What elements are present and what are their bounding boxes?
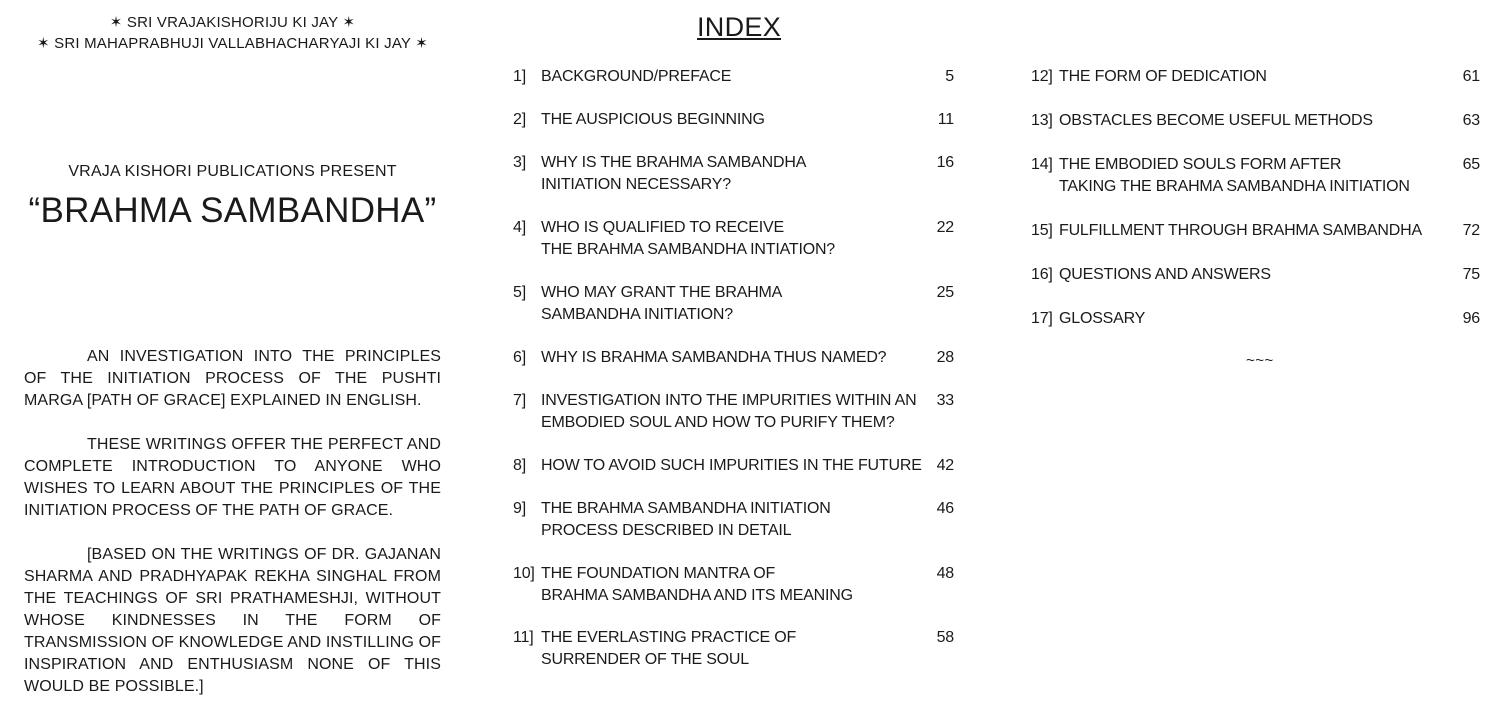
- entry-title: THE EVERLASTING PRACTICE OF SURRENDER OF THE SOUL: [541, 629, 797, 668]
- index-entry: [1031, 154, 1480, 198]
- entry-page: 22: [936, 219, 954, 236]
- entry-number: 1]: [513, 68, 526, 85]
- entry-title: INVESTIGATION INTO THE IMPURITIES WITHIN AN EMBODIED SOUL AND HOW TO PURIFY THEM?: [541, 392, 917, 431]
- index-entry: [513, 152, 954, 196]
- description-paragraph: AN INVESTIGATION INTO THE PRINCIPLES OF THE INITIATION PROCESS OF THE PUSHTI MARGA [PATH OF GRACE] EXPLAINED IN ENGLISH.: [24, 348, 441, 409]
- entry-number: 11]: [513, 629, 534, 646]
- index-entry: [1031, 308, 1480, 352]
- entry-title: WHO IS QUALIFIED TO RECEIVE THE BRAHMA SAMBANDHA INTIATION?: [541, 219, 835, 258]
- end-mark: ~~~: [1246, 352, 1274, 369]
- entry-title: WHY IS BRAHMA SAMBANDHA THUS NAMED?: [541, 349, 887, 366]
- entry-title: THE AUSPICIOUS BEGINNING: [541, 111, 765, 128]
- book-title: “BRAHMA SAMBANDHA”: [28, 191, 437, 230]
- description-paragraph: THESE WRITINGS OFFER THE PERFECT AND COMPLETE INTRODUCTION TO ANYONE WHO WISHES TO LEARN ABOUT THE PRINCIPLES OF THE INITIATION PROCESS OF THE PATH OF GRACE.: [24, 436, 441, 519]
- entry-number: 15]: [1031, 222, 1053, 239]
- entry-title: WHO MAY GRANT THE BRAHMA SAMBANDHA INITIATION?: [541, 284, 783, 323]
- index-entry: [513, 66, 954, 110]
- entry-title: OBSTACLES BECOME USEFUL METHODS: [1059, 112, 1373, 129]
- entry-title: WHY IS THE BRAHMA SAMBANDHA INITIATION NECESSARY?: [541, 154, 807, 193]
- entry-page: 96: [1462, 310, 1480, 327]
- description: [24, 346, 441, 720]
- entry-number: 16]: [1031, 266, 1053, 283]
- entry-page: 11: [937, 111, 954, 128]
- entry-title: QUESTIONS AND ANSWERS: [1059, 266, 1271, 283]
- entry-number: 14]: [1031, 156, 1053, 173]
- index-entry: [513, 390, 954, 434]
- index-entry: [513, 347, 954, 391]
- entry-page: 58: [936, 629, 954, 646]
- index-entry: [513, 498, 954, 542]
- entry-title: BACKGROUND/PREFACE: [541, 68, 732, 85]
- index-entry: [513, 563, 954, 607]
- entry-page: 46: [936, 500, 954, 517]
- index-entry: [1031, 66, 1480, 110]
- invocation-line: ✶ SRI MAHAPRABHUJI VALLABHACHARYAJI KI JAY ✶: [37, 35, 428, 52]
- description-paragraph: [BASED ON THE WRITINGS OF DR. GAJANAN SHARMA AND PRADHYAPAK REKHA SINGHAL FROM THE TEACHINGS OF SRI PRATHAMESHJI, WITHOUT WHOSE KINDNESSES IN THE FORM OF TRANSMISSION OF KNOWLEDGE AND INSTILLING OF INSPIRATION AND ENTHUSIASM NONE OF THIS WOULD BE POSSIBLE.]: [24, 546, 441, 695]
- entry-number: 10]: [513, 565, 535, 582]
- entry-title: THE EMBODIED SOULS FORM AFTER TAKING THE BRAHMA SAMBANDHA INITIATION: [1059, 156, 1410, 195]
- index-entry: [513, 109, 954, 153]
- index-entry: [513, 282, 954, 326]
- entry-number: 6]: [513, 349, 526, 366]
- entry-page: 25: [936, 284, 954, 301]
- entry-number: 9]: [513, 500, 526, 517]
- entry-number: 5]: [513, 284, 526, 301]
- entry-page: 16: [936, 154, 954, 171]
- entry-title: FULFILLMENT THROUGH BRAHMA SAMBANDHA: [1059, 222, 1422, 239]
- entry-title: THE BRAHMA SAMBANDHA INITIATION PROCESS DESCRIBED IN DETAIL: [541, 500, 831, 539]
- entry-number: 13]: [1031, 112, 1053, 129]
- entry-title: HOW TO AVOID SUCH IMPURITIES IN THE FUTURE: [541, 457, 922, 474]
- index-entry: [1031, 220, 1480, 264]
- entry-page: 48: [936, 565, 954, 582]
- publisher-line: VRAJA KISHORI PUBLICATIONS PRESENT: [68, 163, 397, 180]
- entry-title: THE FOUNDATION MANTRA OF BRAHMA SAMBANDHA AND ITS MEANING: [541, 565, 853, 604]
- entry-page: 65: [1462, 156, 1480, 173]
- index-heading: INDEX: [697, 12, 782, 42]
- entry-page: 75: [1462, 266, 1480, 283]
- entry-page: 33: [936, 392, 954, 409]
- entry-number: 8]: [513, 457, 526, 474]
- entry-number: 7]: [513, 392, 526, 409]
- entry-title: THE FORM OF DEDICATION: [1059, 68, 1267, 85]
- index-entry: [1031, 110, 1480, 154]
- entry-page: 42: [936, 457, 954, 474]
- invocation-line: ✶ SRI VRAJAKISHORIJU KI JAY ✶: [109, 14, 356, 31]
- entry-number: 17]: [1031, 310, 1053, 327]
- entry-page: 5: [945, 68, 954, 85]
- index-entry: [513, 217, 954, 261]
- title-page: [24, 12, 441, 695]
- entry-page: 72: [1462, 222, 1480, 239]
- index-entry: [513, 627, 954, 671]
- entry-title: GLOSSARY: [1059, 310, 1146, 327]
- entry-number: 4]: [513, 219, 526, 236]
- entry-number: 2]: [513, 111, 526, 128]
- entry-number: 12]: [1031, 68, 1053, 85]
- entry-page: 28: [936, 349, 954, 366]
- entry-number: 3]: [513, 154, 526, 171]
- entry-page: 61: [1462, 68, 1480, 85]
- index-entry: [513, 455, 954, 499]
- index-entry: [1031, 264, 1480, 308]
- entry-page: 63: [1462, 112, 1480, 129]
